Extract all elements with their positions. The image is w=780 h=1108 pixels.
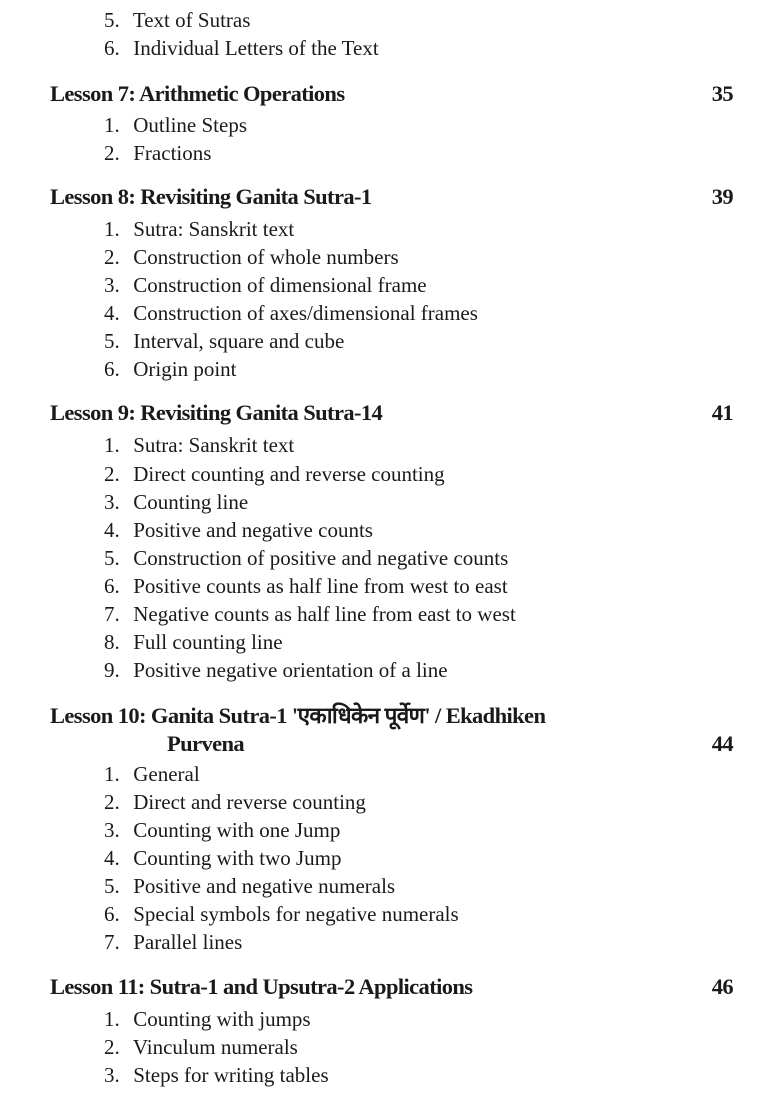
item-number: 6. — [104, 357, 120, 381]
toc-subitem — [104, 460, 445, 488]
item-text: Special symbols for negative numerals — [133, 902, 459, 926]
toc-subitem — [104, 34, 379, 62]
item-number: 1. — [104, 433, 120, 457]
item-text: Direct counting and reverse counting — [133, 462, 445, 486]
item-number: 7. — [104, 930, 120, 954]
toc-subitem — [104, 1033, 298, 1061]
toc-subitem — [104, 327, 344, 355]
page-number: 35 — [711, 81, 733, 106]
item-number: 3. — [104, 490, 120, 514]
item-text: Sutra: Sanskrit text — [133, 433, 295, 457]
item-text: Construction of positive and negative counts — [133, 546, 509, 570]
item-text: Full counting line — [133, 630, 283, 654]
page-number: 46 — [711, 974, 733, 999]
toc-subitem — [104, 299, 478, 327]
page-number: 44 — [711, 731, 733, 756]
toc-subitem — [104, 355, 237, 383]
item-number: 2. — [104, 462, 120, 486]
item-number: 5. — [104, 8, 120, 32]
item-number: 2. — [104, 141, 120, 165]
item-text: Positive counts as half line from west to east — [133, 574, 508, 598]
item-number: 6. — [104, 574, 120, 598]
item-text: Counting with two Jump — [133, 846, 342, 870]
item-text: Counting with jumps — [133, 1007, 311, 1031]
item-number: 2. — [104, 245, 120, 269]
item-text: Positive and negative counts — [133, 518, 373, 542]
lesson-title-continued: Purvena — [167, 731, 245, 756]
lesson-heading — [50, 399, 733, 427]
toc-subitem — [104, 516, 373, 544]
toc-subitem — [104, 816, 340, 844]
item-number: 1. — [104, 217, 120, 241]
toc-subitem — [104, 271, 427, 299]
item-number: 3. — [104, 273, 120, 297]
item-text: Origin point — [133, 357, 237, 381]
item-text: Direct and reverse counting — [133, 790, 366, 814]
toc-subitem — [104, 788, 366, 816]
item-number: 2. — [104, 790, 120, 814]
item-text: Text of Sutras — [132, 8, 251, 32]
item-text: Construction of axes/dimensional frames — [133, 301, 478, 325]
item-text: Fractions — [133, 141, 212, 165]
item-text: Individual Letters of the Text — [133, 36, 379, 60]
item-text: Counting line — [133, 490, 249, 514]
toc-subitem — [104, 111, 247, 139]
item-number: 6. — [104, 36, 120, 60]
toc-subitem — [104, 215, 294, 243]
item-number: 7. — [104, 602, 120, 626]
item-number: 1. — [104, 762, 120, 786]
page-number: 39 — [711, 184, 733, 209]
item-text: Steps for writing tables — [133, 1063, 329, 1087]
item-text: General — [133, 762, 200, 786]
toc-subitem — [104, 600, 516, 628]
lesson-heading — [50, 702, 733, 758]
lesson-heading — [50, 973, 733, 1001]
toc-subitem — [104, 844, 342, 872]
item-number: 1. — [104, 113, 120, 137]
item-text: Positive and negative numerals — [133, 874, 396, 898]
item-text: Construction of whole numbers — [133, 245, 399, 269]
item-text: Negative counts as half line from east to west — [133, 602, 516, 626]
toc-subitem — [104, 488, 248, 516]
toc-subitem — [104, 572, 508, 600]
item-number: 5. — [104, 546, 120, 570]
toc-subitem — [104, 928, 242, 956]
toc-subitem — [104, 243, 399, 271]
toc-subitem — [104, 544, 508, 572]
item-number: 5. — [104, 874, 120, 898]
item-text: Parallel lines — [133, 930, 243, 954]
toc-subitem — [104, 872, 395, 900]
item-number: 1. — [104, 1007, 120, 1031]
toc-subitem — [104, 6, 250, 34]
lesson-title: Lesson 11: Sutra-1 and Upsutra-2 Applications — [50, 974, 473, 999]
item-number: 8. — [104, 630, 120, 654]
toc-subitem — [104, 139, 211, 167]
item-number: 3. — [104, 818, 120, 842]
toc-subitem — [104, 656, 448, 684]
lesson-title: Lesson 8: Revisiting Ganita Sutra-1 — [50, 184, 372, 209]
item-number: 4. — [104, 301, 120, 325]
item-text: Sutra: Sanskrit text — [133, 217, 295, 241]
item-number: 2. — [104, 1035, 120, 1059]
toc-subitem — [104, 1005, 311, 1033]
toc-subitem — [104, 1061, 329, 1089]
lesson-title: Lesson 10: Ganita Sutra-1 'एकाधिकेन पूर्वेण' / Ekadhiken — [50, 703, 546, 728]
lesson-title: Lesson 9: Revisiting Ganita Sutra-14 — [50, 400, 383, 425]
item-text: Vinculum numerals — [132, 1035, 298, 1059]
toc-subitem — [104, 760, 200, 788]
item-text: Positive negative orientation of a line — [133, 658, 448, 682]
page-number: 41 — [711, 400, 733, 425]
lesson-title: Lesson 7: Arithmetic Operations — [50, 81, 345, 106]
item-text: Outline Steps — [133, 113, 247, 137]
lesson-heading — [50, 183, 733, 211]
item-number: 5. — [104, 329, 120, 353]
item-number: 4. — [104, 518, 120, 542]
toc-subitem — [104, 431, 294, 459]
item-text: Construction of dimensional frame — [133, 273, 427, 297]
item-number: 3. — [104, 1063, 120, 1087]
item-number: 9. — [104, 658, 120, 682]
lesson-heading — [50, 80, 733, 108]
item-number: 4. — [104, 846, 120, 870]
item-number: 6. — [104, 902, 120, 926]
item-text: Counting with one Jump — [133, 818, 341, 842]
toc-subitem — [104, 628, 283, 656]
toc-subitem — [104, 900, 459, 928]
item-text: Interval, square and cube — [133, 329, 345, 353]
